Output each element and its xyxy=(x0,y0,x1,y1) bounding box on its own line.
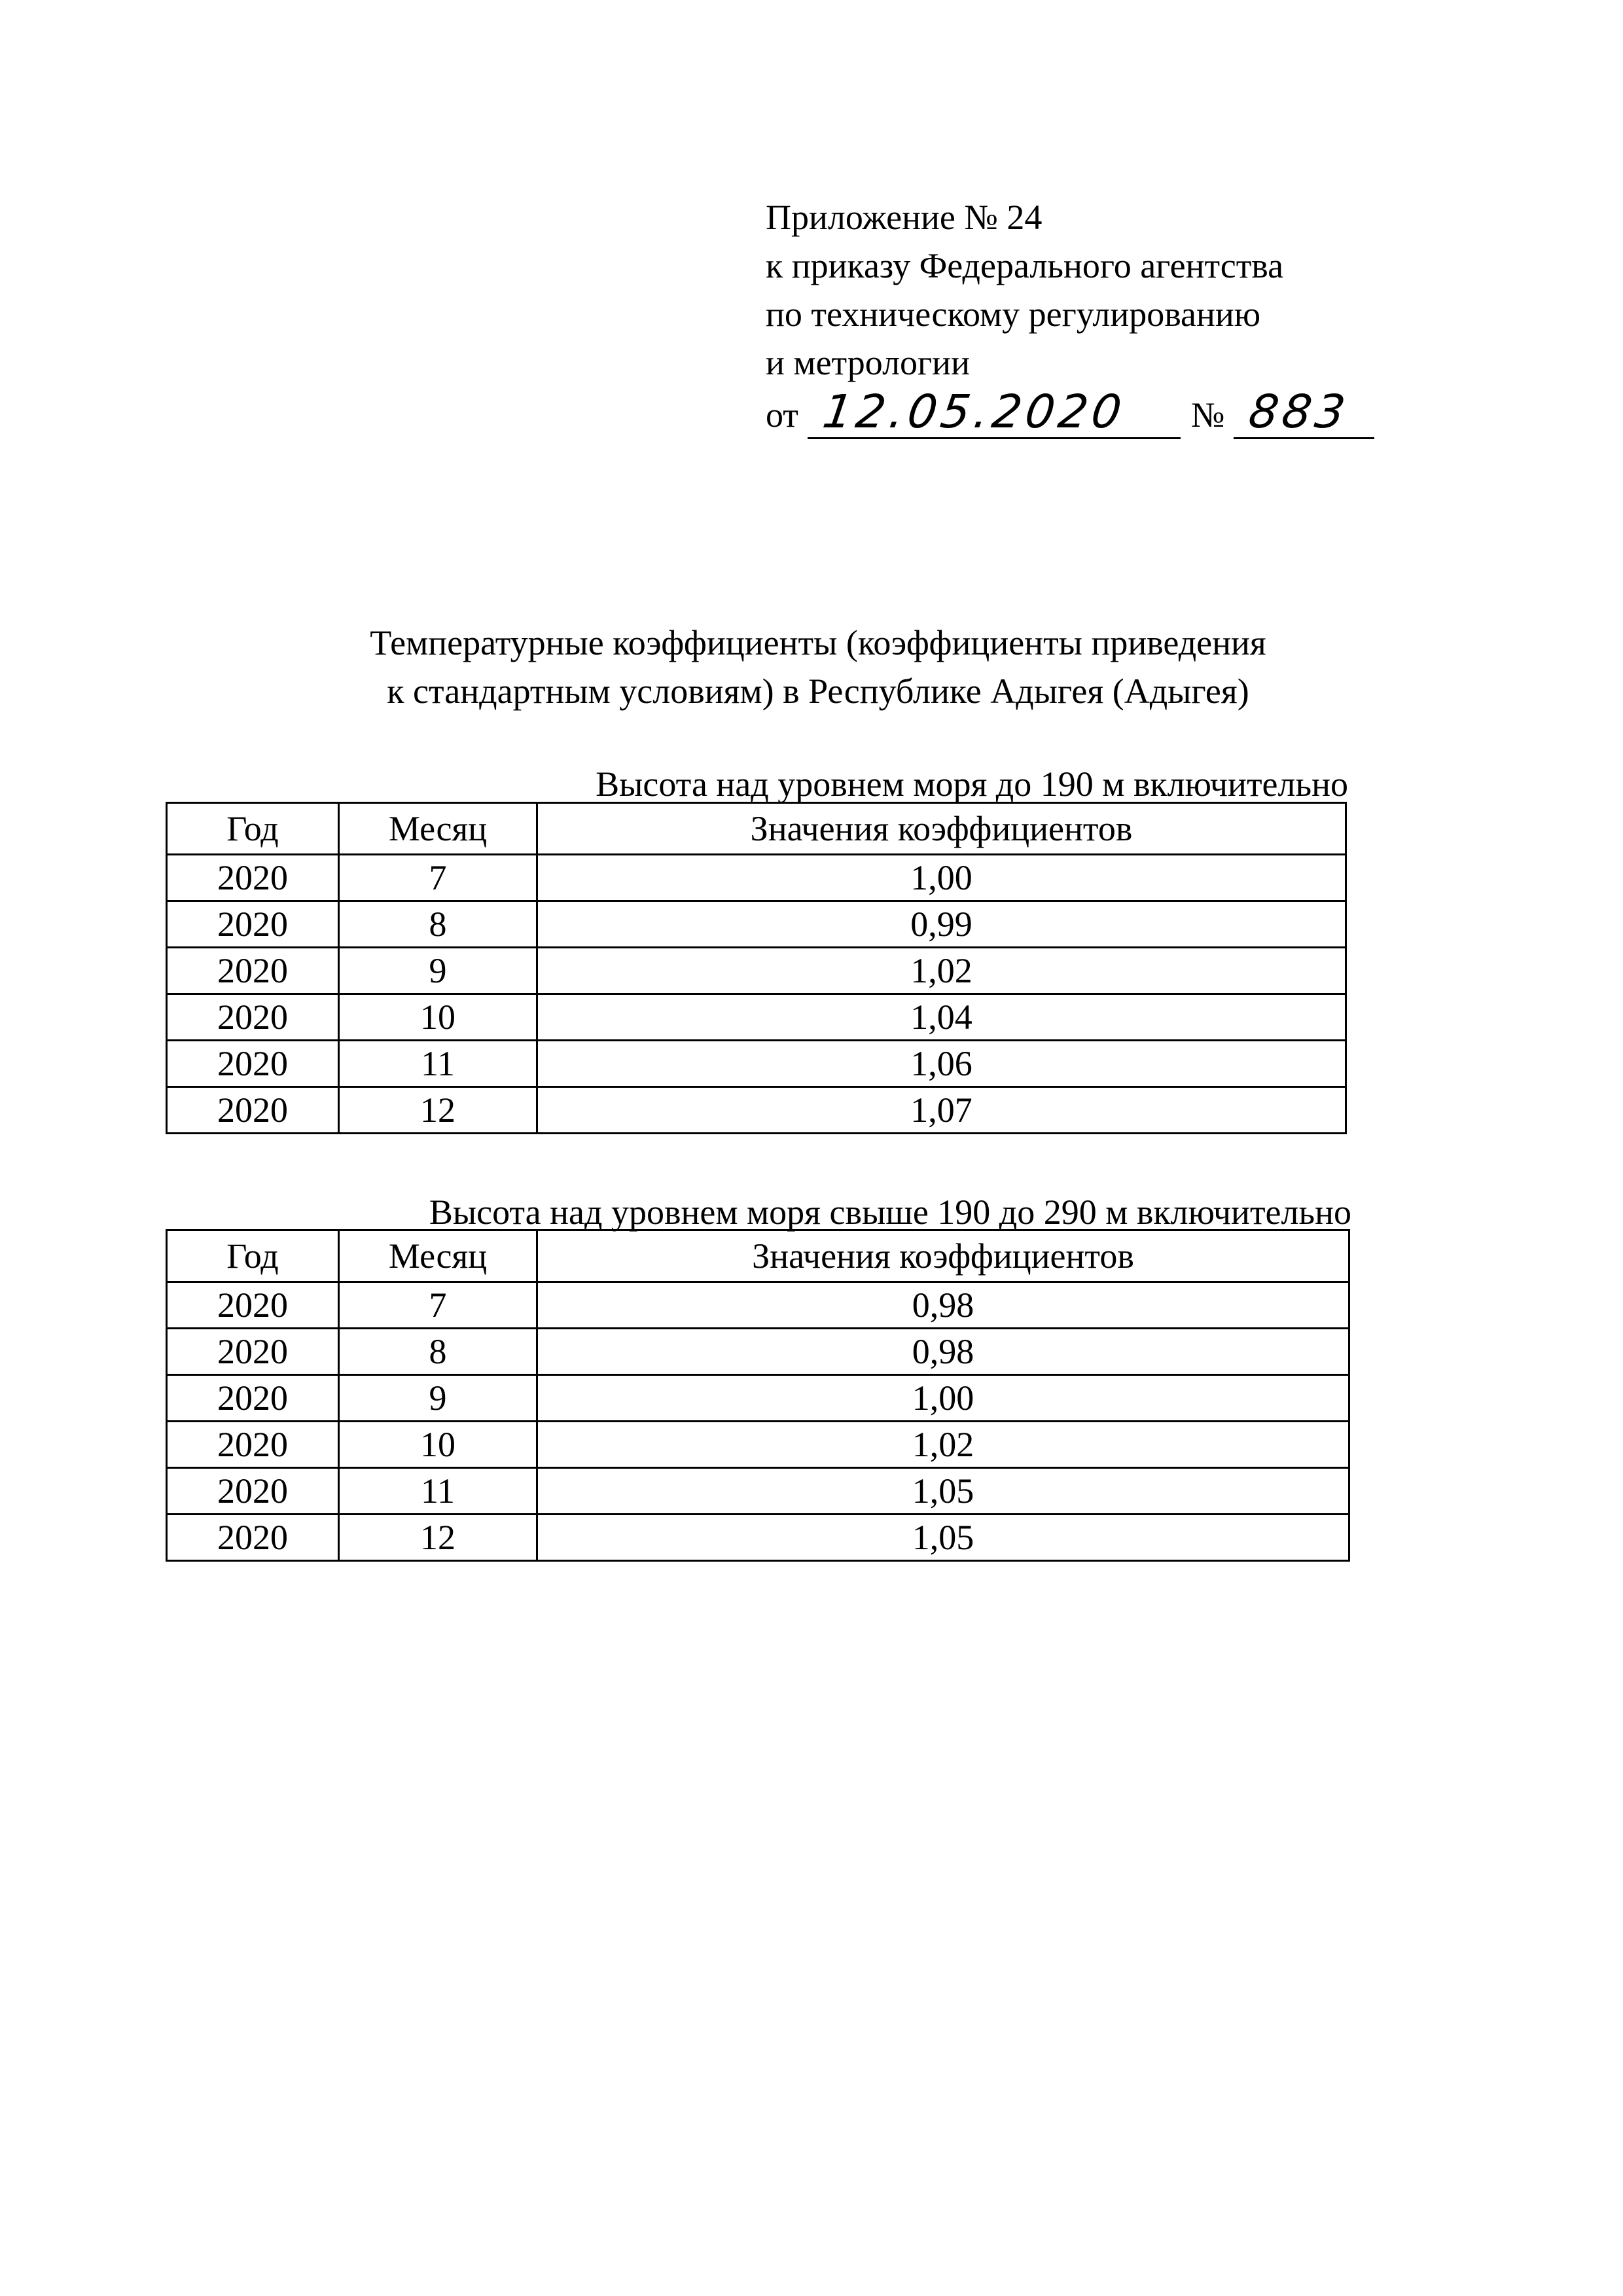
cell-year: 2020 xyxy=(167,901,339,948)
cell-year: 2020 xyxy=(167,1041,339,1087)
table-row xyxy=(167,1375,1349,1422)
header-year: Год xyxy=(167,1230,339,1282)
cell-coefficient: 1,02 xyxy=(537,1422,1349,1468)
cell-month: 9 xyxy=(339,1375,537,1422)
table-row xyxy=(167,1087,1346,1134)
table-row xyxy=(167,901,1346,948)
table-caption-1: Высота над уровнем моря до 190 м включительно xyxy=(596,764,1348,804)
cell-coefficient: 0,98 xyxy=(537,1329,1349,1375)
appendix-order-ref: к приказу Федерального агентства xyxy=(766,246,1284,285)
cell-year: 2020 xyxy=(167,948,339,994)
header-month: Месяц xyxy=(339,803,537,855)
cell-coefficient: 1,00 xyxy=(537,1375,1349,1422)
appendix-agency-line-end: и метрологии xyxy=(766,343,970,382)
table-caption-2: Высота над уровнем моря свыше 190 до 290 м включительно xyxy=(429,1193,1351,1232)
title-line-2: к стандартным условиям) в Республике Адыгея (Адыгея) xyxy=(387,672,1249,711)
cell-coefficient: 1,06 xyxy=(537,1041,1346,1087)
header-values: Значения коэффициентов xyxy=(537,803,1346,855)
table-row xyxy=(167,948,1346,994)
number-label: № xyxy=(1190,395,1225,435)
table-header-row xyxy=(167,1230,1349,1282)
cell-month: 9 xyxy=(339,948,537,994)
table-row xyxy=(167,994,1346,1041)
cell-year: 2020 xyxy=(167,1282,339,1329)
table-row xyxy=(167,855,1346,901)
cell-year: 2020 xyxy=(167,1515,339,1561)
header-year: Год xyxy=(167,803,339,855)
order-date-number-line xyxy=(766,385,1374,439)
handwritten-number: 883 xyxy=(1245,385,1353,439)
cell-month: 8 xyxy=(339,901,537,948)
cell-month: 7 xyxy=(339,855,537,901)
table-row xyxy=(167,1282,1349,1329)
cell-month: 8 xyxy=(339,1329,537,1375)
appendix-number: Приложение № 24 xyxy=(766,198,1043,237)
cell-month: 12 xyxy=(339,1087,537,1134)
title-line-1: Температурные коэффициенты (коэффициенты приведения xyxy=(370,623,1266,662)
table-row xyxy=(167,1041,1346,1087)
appendix-agency-line: по техническому регулированию xyxy=(766,295,1261,334)
cell-coefficient: 0,99 xyxy=(537,901,1346,948)
header-month: Месяц xyxy=(339,1230,537,1282)
table-row xyxy=(167,1422,1349,1468)
cell-year: 2020 xyxy=(167,1422,339,1468)
cell-coefficient: 1,02 xyxy=(537,948,1346,994)
coefficients-table-1 xyxy=(166,802,1347,1134)
cell-coefficient: 1,05 xyxy=(537,1468,1349,1515)
cell-coefficient: 1,00 xyxy=(537,855,1346,901)
cell-month: 11 xyxy=(339,1468,537,1515)
table-row xyxy=(167,1515,1349,1561)
cell-month: 10 xyxy=(339,1422,537,1468)
cell-coefficient: 1,04 xyxy=(537,994,1346,1041)
table-header-row xyxy=(167,803,1346,855)
date-field xyxy=(808,385,1181,439)
header-values: Значения коэффициентов xyxy=(537,1230,1349,1282)
appendix-header xyxy=(766,193,1374,439)
cell-month: 11 xyxy=(339,1041,537,1087)
cell-year: 2020 xyxy=(167,994,339,1041)
table-row xyxy=(167,1468,1349,1515)
cell-year: 2020 xyxy=(167,1329,339,1375)
cell-year: 2020 xyxy=(167,1375,339,1422)
cell-month: 7 xyxy=(339,1282,537,1329)
cell-year: 2020 xyxy=(167,855,339,901)
cell-coefficient: 0,98 xyxy=(537,1282,1349,1329)
from-label: от xyxy=(766,395,798,435)
table-row xyxy=(167,1329,1349,1375)
cell-month: 12 xyxy=(339,1515,537,1561)
document-title xyxy=(0,619,1623,715)
handwritten-date: 12.05.2020 xyxy=(819,385,1129,439)
cell-coefficient: 1,07 xyxy=(537,1087,1346,1134)
cell-month: 10 xyxy=(339,994,537,1041)
cell-year: 2020 xyxy=(167,1087,339,1134)
number-field xyxy=(1234,385,1374,439)
coefficients-table-2 xyxy=(166,1229,1350,1562)
cell-coefficient: 1,05 xyxy=(537,1515,1349,1561)
cell-year: 2020 xyxy=(167,1468,339,1515)
